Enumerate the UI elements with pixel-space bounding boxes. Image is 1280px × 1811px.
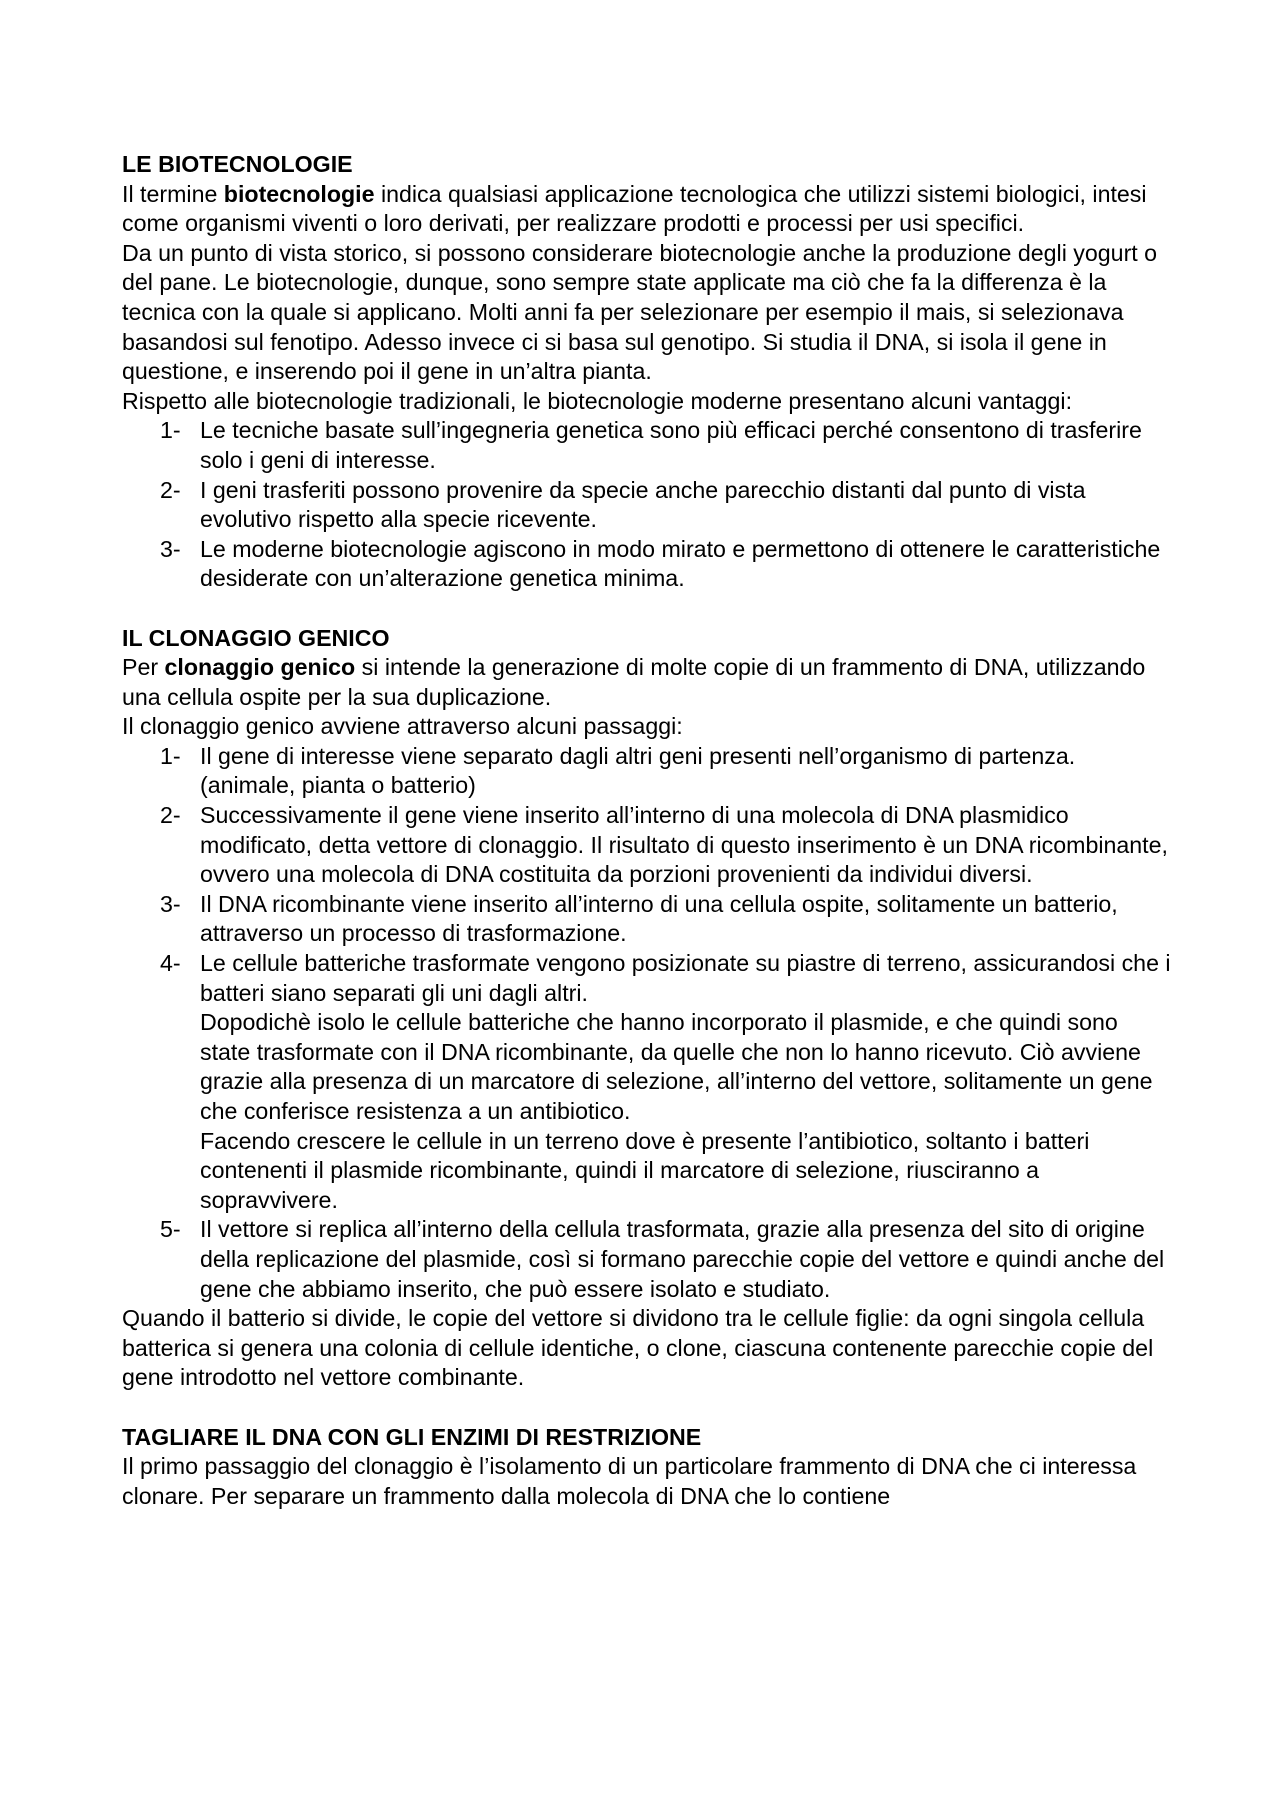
list-text: Il gene di interesse viene separato dagli altri geni presenti nell’organismo di partenza. (animale, pianta o batterio) [200,742,1076,799]
list-number: 2- [160,802,181,829]
text-run: Per [122,654,165,681]
list-number: 1- [160,417,181,444]
list-item [122,1215,1172,1304]
heading-clonaggio-genico: IL CLONAGGIO GENICO [122,624,390,651]
term-clonaggio-genico: clonaggio genico [164,654,356,681]
list-text: Le moderne biotecnologie agiscono in modo mirato e permettono di ottenere le caratteristiche desiderate con un’alterazione genetica minima. [200,535,1161,592]
list-text: Il DNA ricombinante viene inserito all’interno di una cellula ospite, solitamente un batterio, attraverso un processo di trasformazione. [200,890,1118,947]
paragraph-storia: Da un punto di vista storico, si possono considerare biotecnologie anche la produzione degli yogurt o del pane. Le biotecnologie, dunque, sono sempre state applicate ma ciò che fa la differenza è la tecnica con la quale si applicano. Molti anni fa per selezionare per esempio il mais, si selezionava basandosi sul fenotipo. Adesso invece ci si basa sul genotipo. Si studia il DNA, si isola il gene in questione, e inserendo poi il gene in un’altra pianta. [122,239,1158,385]
list-item [122,890,1172,949]
list-item [122,949,1172,1215]
list-item [122,535,1172,594]
list-text: Le tecniche basate sull’ingegneria genetica sono più efficaci perché consentono di trasferire solo i geni di interesse. [200,417,1142,473]
list-vantaggi [122,416,1172,594]
text-run: si intende la generazione di molte copie di un frammento di DNA, utilizzando una cellula ospite per la sua duplicazione. [122,654,1146,710]
spacer [122,1393,1172,1423]
paragraph-passaggi-intro: Il clonaggio genico avviene attraverso alcuni passaggi: [122,713,683,740]
paragraph-definizione [122,180,1172,239]
list-item [122,476,1172,535]
heading-enzimi-restrizione: TAGLIARE IL DNA CON GLI ENZIMI DI RESTRIZIONE [122,1423,702,1450]
list-number: 3- [160,535,181,562]
paragraph-vantaggi-intro: Rispetto alle biotecnologie tradizionali, le biotecnologie moderne presentano alcuni vantaggi: [122,387,1073,414]
list-text: I geni trasferiti possono provenire da specie anche parecchio distanti dal punto di vista evolutivo rispetto alla specie ricevente. [200,476,1086,533]
list-item [122,742,1172,801]
text-run: indica qualsiasi applicazione tecnologica che utilizzi sistemi biologici, intesi come organismi viventi o loro derivati, per realizzare prodotti e processi per usi specifici. [122,180,1147,237]
list-number: 2- [160,476,181,503]
list-text: Successivamente il gene viene inserito all’interno di una molecola di DNA plasmidico modificato, detta vettore di clonaggio. Il risultato di questo inserimento è un DNA ricombinante, ovvero una molecola di DNA costituita da porzioni provenienti da individui diversi. [200,802,1168,888]
paragraph-divisione-batterio: Quando il batterio si divide, le copie del vettore si dividono tra le cellule figlie: da ogni singola cellula batterica si genera una colonia di cellule identiche, o clone, ciascuna contenente parecchie copie del gene introdotto nel vettore combinante. [122,1305,1154,1391]
text-run: Il termine [122,180,224,207]
term-biotecnologie: biotecnologie [223,180,375,207]
list-item [122,416,1172,475]
list-passaggi [122,742,1172,1304]
list-number: 3- [160,890,181,917]
list-number: 1- [160,742,181,769]
heading-biotecnologie: LE BIOTECNOLOGIE [122,151,353,177]
paragraph-definizione-clonaggio [122,653,1172,712]
spacer [122,594,1172,624]
list-number: 5- [160,1216,181,1243]
list-item [122,801,1172,890]
list-text-continued: Dopodichè isolo le cellule batteriche che hanno incorporato il plasmide, e che quindi sono state trasformate con il DNA ricombinante, da quelle che non lo hanno ricevuto. Ciò avviene grazie alla presenza di un marcatore di selezione, all’interno del vettore, solitamente un gene che conferisce resistenza a un antibiotico. [200,1009,1153,1124]
document-body [122,150,1172,1511]
list-text: Le cellule batteriche trasformate vengono posizionate su piastre di terreno, assicurandosi che i batteri siano separati gli uni dagli altri. [200,950,1171,1006]
list-text: Il vettore si replica all’interno della cellula trasformata, grazie alla presenza del sito di origine della replicazione del plasmide, così si formano parecchie copie del vettore e quindi anche del gene che abbiamo inserito, che può essere isolato e studiato. [200,1216,1165,1302]
list-number: 4- [160,950,181,977]
paragraph-isolamento: Il primo passaggio del clonaggio è l’isolamento di un particolare frammento di DNA che ci interessa clonare. Per separare un frammento dalla molecola di DNA che lo contiene [122,1453,1137,1509]
list-text-continued: Facendo crescere le cellule in un terreno dove è presente l’antibiotico, soltanto i batteri contenenti il plasmide ricombinante, quindi il marcatore di selezione, riusciranno a sopravvivere. [200,1127,1090,1213]
